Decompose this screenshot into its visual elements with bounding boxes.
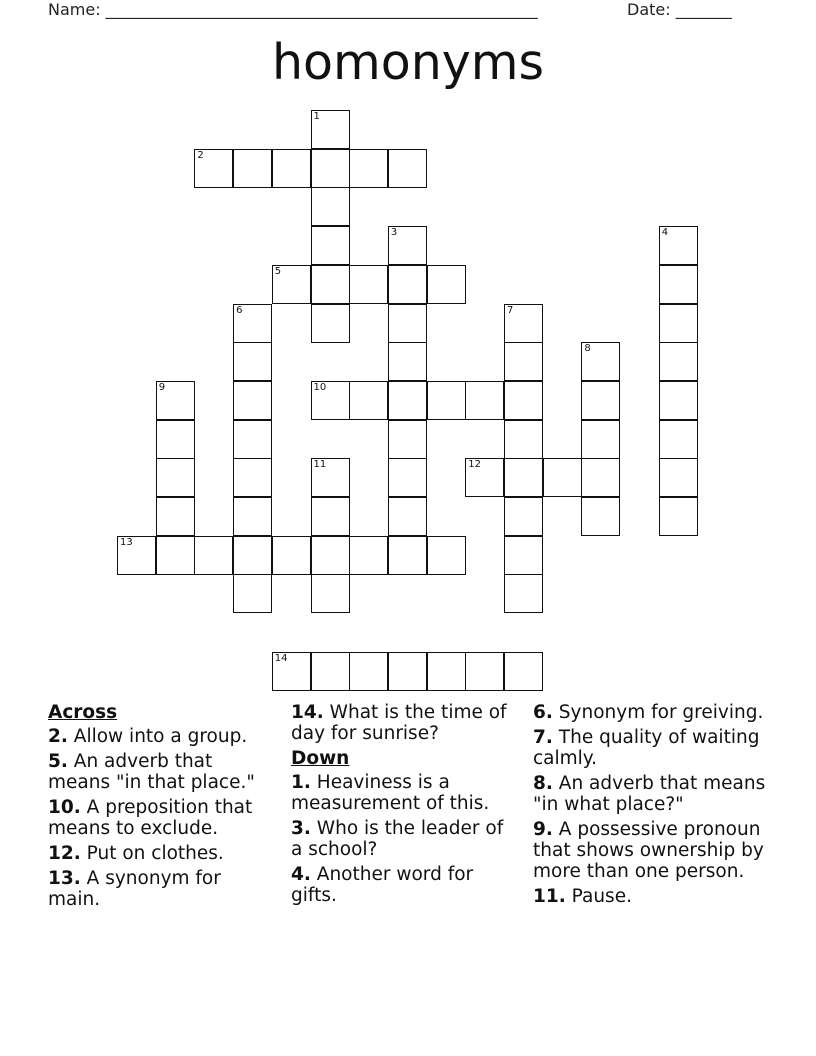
clue-number: 7. (533, 727, 553, 748)
clue-text: What is the time of day for sunrise? (291, 702, 507, 744)
clue-number-label: 3 (390, 227, 398, 239)
grid-cell[interactable] (311, 381, 350, 420)
grid-cell[interactable] (156, 497, 195, 536)
grid-cell[interactable] (349, 265, 388, 304)
clue-text: A preposition that means to exclude. (48, 797, 253, 839)
grid-cell[interactable] (581, 420, 620, 459)
grid-cell[interactable] (581, 497, 620, 536)
grid-cell[interactable] (349, 536, 388, 575)
grid-cell[interactable] (504, 574, 543, 613)
clue-across-10 (48, 797, 273, 839)
clue-number-label: 6 (236, 304, 243, 316)
grid-cell[interactable] (233, 420, 272, 459)
grid-cell[interactable] (311, 187, 350, 226)
clue-number-label: 7 (507, 304, 514, 316)
grid-cell[interactable] (156, 420, 195, 459)
clue-text: Heaviness is a measurement of this. (291, 772, 490, 814)
clue-down-11 (533, 886, 773, 907)
clue-down-8 (533, 773, 773, 815)
grid-cell[interactable] (388, 149, 427, 188)
grid-cell[interactable] (388, 458, 427, 497)
clue-number: 5. (48, 751, 68, 772)
clue-text: An adverb that means "in that place." (48, 751, 255, 793)
grid-cell[interactable] (388, 497, 427, 536)
clue-text: The quality of waiting calmly. (533, 727, 760, 769)
grid-cell[interactable] (465, 381, 504, 420)
grid-cell[interactable] (272, 265, 311, 304)
grid-cell[interactable] (504, 652, 543, 691)
clue-number: 14. (291, 702, 324, 723)
clue-text: Allow into a group. (73, 726, 248, 747)
grid-cell[interactable] (311, 265, 350, 304)
grid-cell[interactable] (388, 381, 427, 420)
grid-cell[interactable] (659, 226, 698, 265)
grid-cell[interactable] (388, 652, 427, 691)
clue-down-7 (533, 727, 773, 769)
grid-cell[interactable] (233, 497, 272, 536)
grid-cell[interactable] (311, 497, 350, 536)
grid-cell[interactable] (659, 304, 698, 343)
clue-number: 9. (533, 819, 553, 840)
clue-down-1 (291, 772, 516, 814)
grid-cell[interactable] (233, 458, 272, 497)
clue-across-13 (48, 868, 273, 910)
grid-cell[interactable] (504, 342, 543, 381)
grid-cell[interactable] (465, 458, 504, 497)
grid-cell[interactable] (581, 342, 620, 381)
grid-cell[interactable] (388, 265, 427, 304)
clue-number-label: 12 (468, 459, 482, 471)
puzzle-title: homonyms (271, 34, 545, 91)
grid-cell[interactable] (233, 304, 272, 343)
grid-cell[interactable] (156, 381, 195, 420)
date-line: Date: _______ (627, 0, 732, 19)
clue-number-label: 4 (661, 227, 669, 239)
clue-number-label: 1 (313, 111, 320, 122)
clue-down-9 (533, 819, 773, 882)
grid-cell[interactable] (233, 381, 272, 420)
grid-cell[interactable] (194, 536, 233, 575)
grid-cell[interactable] (349, 149, 388, 188)
clue-number: 12. (48, 843, 81, 864)
grid-cell[interactable] (233, 574, 272, 613)
grid-cell[interactable] (388, 536, 427, 575)
clue-text: Another word for gifts. (291, 864, 474, 906)
clue-number-label: 13 (120, 536, 133, 548)
clue-number: 1. (291, 772, 311, 793)
grid-cell[interactable] (156, 458, 195, 497)
clue-text: A synonym for main. (48, 868, 221, 910)
grid-cell[interactable] (311, 652, 350, 691)
grid-cell[interactable] (388, 420, 427, 459)
grid-cell[interactable] (427, 265, 466, 304)
down-heading: Down (291, 748, 350, 769)
grid-cell[interactable] (659, 265, 698, 304)
clue-number: 10. (48, 797, 81, 818)
clue-number-label: 14 (274, 652, 288, 664)
clue-down-4 (291, 864, 516, 906)
clue-text: An adverb that means "in what place?" (533, 773, 766, 815)
clue-text: Pause. (571, 886, 632, 907)
clue-number: 13. (48, 868, 81, 889)
clue-number-label: 2 (197, 149, 204, 161)
grid-cell[interactable] (233, 536, 272, 575)
clue-down-6 (533, 702, 773, 723)
clue-across-2 (48, 726, 273, 747)
grid-cell[interactable] (311, 458, 350, 497)
grid-cell[interactable] (504, 458, 543, 497)
clue-number: 11. (533, 886, 566, 907)
clue-number: 3. (291, 818, 311, 839)
grid-cell[interactable] (543, 458, 582, 497)
grid-cell[interactable] (311, 226, 350, 265)
grid-cell[interactable] (311, 110, 350, 149)
grid-cell[interactable] (311, 574, 350, 613)
grid-cell[interactable] (659, 497, 698, 536)
grid-cell[interactable] (233, 342, 272, 381)
clue-column-1 (48, 702, 273, 914)
grid-cell[interactable] (427, 536, 466, 575)
grid-cell[interactable] (388, 342, 427, 381)
grid-cell[interactable] (504, 381, 543, 420)
grid-cell[interactable] (504, 497, 543, 536)
grid-cell[interactable] (659, 342, 698, 381)
clue-text: A possessive pronoun that shows ownership by more than one person. (533, 819, 764, 882)
grid-cell[interactable] (388, 304, 427, 343)
grid-cell[interactable] (504, 420, 543, 459)
grid-cell[interactable] (272, 536, 311, 575)
grid-cell[interactable] (272, 652, 311, 691)
clue-number-label: 5 (274, 265, 282, 277)
grid-cell[interactable] (427, 652, 466, 691)
clue-number-label: 9 (158, 381, 166, 393)
clue-number-label: 11 (313, 459, 327, 471)
clue-across-14 (291, 702, 516, 744)
grid-cell[interactable] (465, 652, 504, 691)
clue-across-5 (48, 751, 273, 793)
clue-column-3 (533, 702, 773, 911)
grid-cell[interactable] (156, 536, 195, 575)
grid-cell[interactable] (388, 226, 427, 265)
clue-column-2 (291, 702, 516, 910)
grid-cell[interactable] (581, 458, 620, 497)
clue-across-12 (48, 843, 273, 864)
grid-cell[interactable] (233, 149, 272, 188)
grid-cell[interactable] (504, 536, 543, 575)
grid-cell[interactable] (659, 381, 698, 420)
grid-cell[interactable] (349, 652, 388, 691)
grid-cell[interactable] (194, 149, 233, 188)
grid-cell[interactable] (117, 536, 156, 575)
name-line: Name: ______________________________________________________ (48, 0, 538, 19)
clue-number-label: 8 (584, 343, 591, 355)
grid-cell[interactable] (349, 381, 388, 420)
clue-text: Put on clothes. (86, 843, 224, 864)
grid-cell[interactable] (504, 304, 543, 343)
grid-cell[interactable] (311, 536, 350, 575)
across-heading: Across (48, 702, 118, 723)
clue-number-label: 10 (313, 381, 327, 393)
clue-text: Synonym for greiving. (558, 702, 764, 723)
grid-cell[interactable] (581, 381, 620, 420)
clue-text: Who is the leader of a school? (291, 818, 504, 860)
grid-cell[interactable] (311, 304, 350, 343)
grid-cell[interactable] (272, 149, 311, 188)
clue-number: 6. (533, 702, 553, 723)
clue-number: 8. (533, 773, 553, 794)
clue-number: 2. (48, 726, 68, 747)
clue-down-3 (291, 818, 516, 860)
grid-cell[interactable] (311, 149, 350, 188)
clue-number: 4. (291, 864, 311, 885)
grid-cell[interactable] (427, 381, 466, 420)
grid-cell[interactable] (659, 458, 698, 497)
grid-cell[interactable] (659, 420, 698, 459)
